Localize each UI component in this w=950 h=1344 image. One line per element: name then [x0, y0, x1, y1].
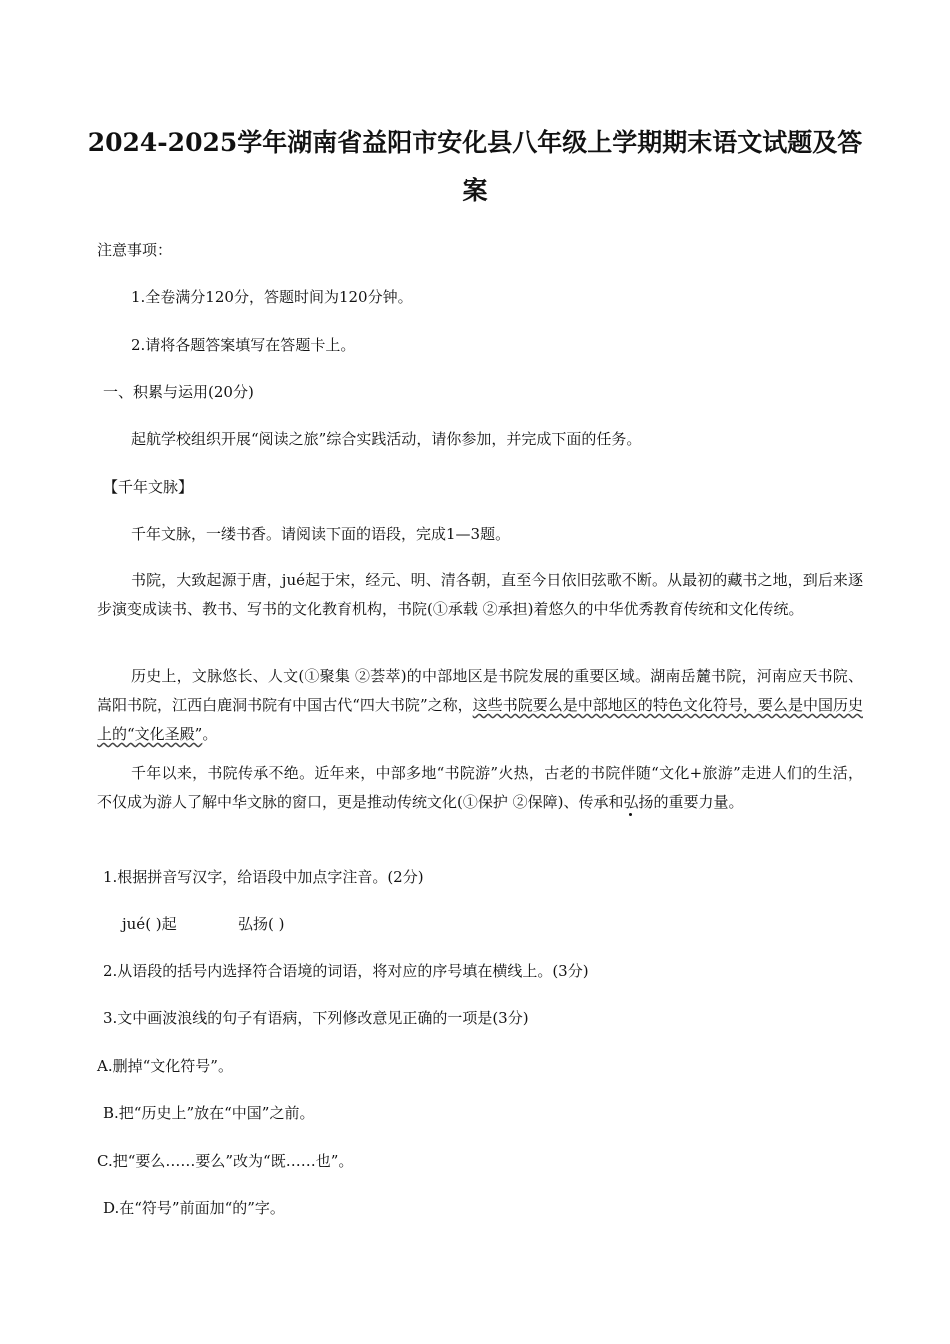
passage-paragraph-1: 书院，大致起源于唐，jué起于宋，经元、明、清各朝，直至今日依旧弦歌不断。从最初的藏书之地，到后来逐步演变成读书、教书、写书的文化教育机构，书院(①承载 ②承担)着悠久的中华优秀教育传统和文化传统。	[97, 571, 863, 618]
paragraph-3-text: 千年以来，书院传承不绝。近年来，中部多地“书院游”火热，古老的书院伴随“文化+旅游”走进人们的生活，不仅成为游人了解中华文脉的窗口，更是推动传统文化(①保护 ②保障)、传承和	[97, 764, 863, 811]
option-d: D.在“符号”前面加“的”字。	[103, 1199, 285, 1217]
document-title-line-2: 案	[462, 176, 488, 205]
dotted-character: 弘	[623, 793, 639, 811]
activity-intro: 起航学校组织开展“阅读之旅”综合实践活动，请你参加，并完成下面的任务。	[131, 430, 642, 448]
passage-paragraph-3	[97, 759, 863, 817]
notice-item-2: 2.请将各题答案填写在答题卡上。	[131, 336, 356, 354]
question-1-blank-2: 弘扬( )	[238, 915, 285, 933]
section-heading-1: 一、积累与运用(20分)	[103, 383, 254, 401]
question-2: 2.从语段的括号内选择符合语境的词语，将对应的序号填在横线上。(3分)	[103, 962, 589, 980]
paragraph-2-end: 。	[202, 725, 218, 743]
question-1: 1.根据拼音写汉字，给语段中加点字注音。(2分)	[103, 868, 424, 886]
subsection-heading: 【千年文脉】	[103, 478, 194, 496]
question-3: 3.文中画波浪线的句子有语病，下列修改意见正确的一项是(3分)	[103, 1009, 529, 1027]
paragraph-3-text-end: 扬的重要力量。	[638, 793, 744, 811]
option-c: C.把“要么……要么”改为“既……也”。	[97, 1152, 354, 1170]
question-1-blank-1: jué( )起	[122, 915, 177, 933]
notice-item-1: 1.全卷满分120分，答题时间为120分钟。	[131, 288, 413, 306]
document-title-line-1: 2024-2025学年湖南省益阳市安化县八年级上学期期末语文试题及答	[87, 128, 863, 157]
option-b: B.把“历史上”放在“中国”之前。	[103, 1104, 315, 1122]
paragraph-2-text: 历史上，文脉悠长、人文(①聚集 ②荟萃)的中部地区是书院发展的重要区域。湖南岳麓书院，河南应天书院、嵩阳书院，江西白鹿洞书院有中国古代“四大书院”之称，	[97, 667, 863, 714]
passage-paragraph-2	[97, 662, 863, 749]
subsection-intro: 千年文脉，一缕书香。请阅读下面的语段，完成1—3题。	[131, 525, 511, 543]
wavy-underlined-sentence: 这些书院要么是中部地区的特色文化符号，要么是中国历史上的“文化圣殿”	[97, 696, 863, 743]
option-a: A.删掉“文化符号”。	[97, 1057, 233, 1075]
notice-heading: 注意事项：	[97, 241, 173, 259]
